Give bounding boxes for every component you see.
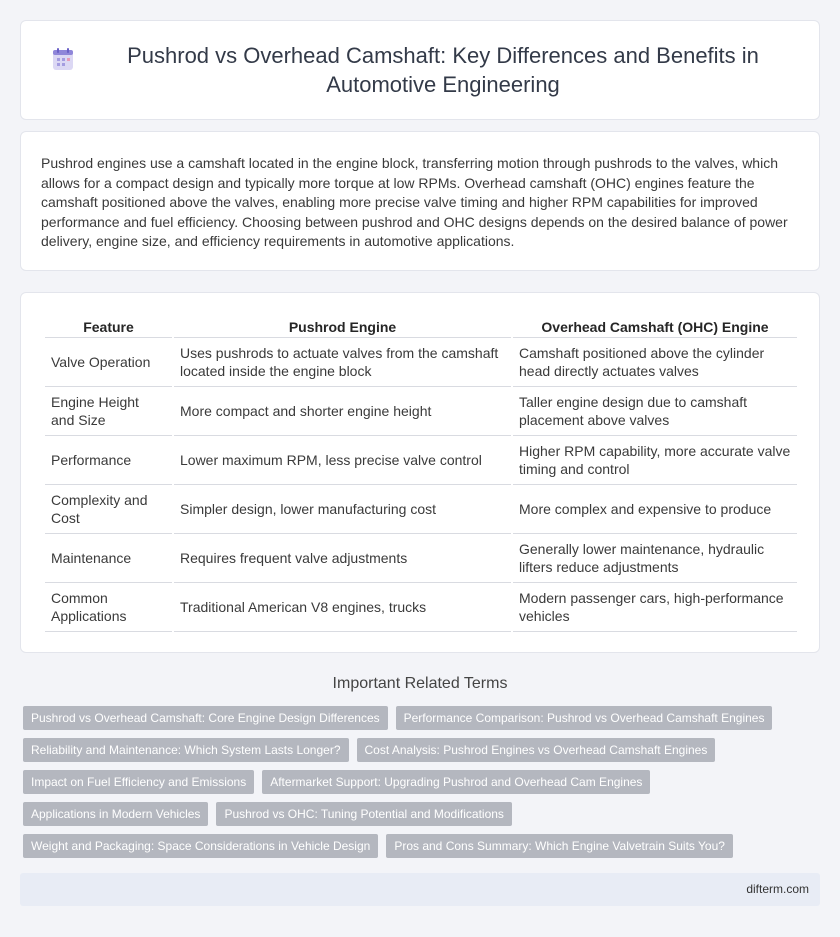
pushrod-cell: Simpler design, lower manufacturing cost bbox=[174, 485, 511, 534]
header-ohc: Overhead Camshaft (OHC) Engine bbox=[513, 314, 797, 338]
table-row bbox=[45, 534, 797, 583]
ohc-cell: Higher RPM capability, more accurate valve timing and control bbox=[513, 436, 797, 485]
table-row bbox=[45, 387, 797, 436]
footer-site-link[interactable]: difterm.com bbox=[746, 882, 809, 896]
table-row bbox=[45, 485, 797, 534]
comparison-table-card bbox=[20, 292, 820, 653]
tag-row bbox=[23, 834, 823, 858]
pushrod-cell: Requires frequent valve adjustments bbox=[174, 534, 511, 583]
title-wrap bbox=[50, 41, 790, 99]
summary-text: Pushrod engines use a camshaft located in the engine block, transferring motion through pushrods to the valves, which allows for a compact design and typically more torque at low RPMs. Overhead camshaft (OHC) engines feature the camshaft positioned above the valves, enabling more precise valve timing and higher RPM capabilities for improved performance and fuel efficiency. Choosing between pushrod and OHC designs depends on the desired balance of power delivery, engine size, and efficiency requirements in automotive applications. bbox=[41, 155, 788, 250]
table-row bbox=[45, 338, 797, 387]
header-card bbox=[20, 20, 820, 120]
related-term-tag[interactable]: Applications in Modern Vehicles bbox=[23, 802, 208, 826]
pushrod-cell: Uses pushrods to actuate valves from the camshaft located inside the engine block bbox=[174, 338, 511, 387]
related-term-tag[interactable]: Weight and Packaging: Space Considerations in Vehicle Design bbox=[23, 834, 378, 858]
ohc-cell: More complex and expensive to produce bbox=[513, 485, 797, 534]
feature-cell: Valve Operation bbox=[45, 338, 172, 387]
related-term-tag[interactable]: Performance Comparison: Pushrod vs Overhead Camshaft Engines bbox=[396, 706, 773, 730]
page-title: Pushrod vs Overhead Camshaft: Key Differences and Benefits in Automotive Engineering bbox=[127, 43, 759, 97]
related-term-tag[interactable]: Aftermarket Support: Upgrading Pushrod and Overhead Cam Engines bbox=[262, 770, 650, 794]
footer bbox=[20, 873, 820, 906]
pushrod-cell: Lower maximum RPM, less precise valve control bbox=[174, 436, 511, 485]
header-pushrod: Pushrod Engine bbox=[174, 314, 511, 338]
tag-row bbox=[23, 738, 823, 762]
ohc-cell: Generally lower maintenance, hydraulic lifters reduce adjustments bbox=[513, 534, 797, 583]
feature-cell: Performance bbox=[45, 436, 172, 485]
table-row bbox=[45, 583, 797, 632]
document-icon bbox=[50, 47, 76, 73]
pushrod-cell: More compact and shorter engine height bbox=[174, 387, 511, 436]
related-term-tag[interactable]: Pros and Cons Summary: Which Engine Valvetrain Suits You? bbox=[386, 834, 733, 858]
comparison-table bbox=[43, 314, 799, 632]
feature-cell: Engine Height and Size bbox=[45, 387, 172, 436]
table-header-row bbox=[45, 314, 797, 338]
feature-cell: Common Applications bbox=[45, 583, 172, 632]
ohc-cell: Taller engine design due to camshaft placement above valves bbox=[513, 387, 797, 436]
related-term-tag[interactable]: Cost Analysis: Pushrod Engines vs Overhead Camshaft Engines bbox=[357, 738, 716, 762]
ohc-cell: Camshaft positioned above the cylinder head directly actuates valves bbox=[513, 338, 797, 387]
related-terms-list bbox=[23, 706, 823, 866]
related-term-tag[interactable]: Pushrod vs Overhead Camshaft: Core Engine Design Differences bbox=[23, 706, 388, 730]
table-row bbox=[45, 436, 797, 485]
pushrod-cell: Traditional American V8 engines, trucks bbox=[174, 583, 511, 632]
feature-cell: Maintenance bbox=[45, 534, 172, 583]
summary-card bbox=[20, 131, 820, 271]
related-term-tag[interactable]: Impact on Fuel Efficiency and Emissions bbox=[23, 770, 254, 794]
tag-row bbox=[23, 706, 823, 730]
feature-cell: Complexity and Cost bbox=[45, 485, 172, 534]
header-feature: Feature bbox=[45, 314, 172, 338]
tag-row bbox=[23, 770, 823, 794]
ohc-cell: Modern passenger cars, high-performance vehicles bbox=[513, 583, 797, 632]
tag-row bbox=[23, 802, 823, 826]
related-term-tag[interactable]: Reliability and Maintenance: Which System Lasts Longer? bbox=[23, 738, 349, 762]
related-terms-title: Important Related Terms bbox=[332, 675, 508, 692]
related-term-tag[interactable]: Pushrod vs OHC: Tuning Potential and Modifications bbox=[216, 802, 511, 826]
